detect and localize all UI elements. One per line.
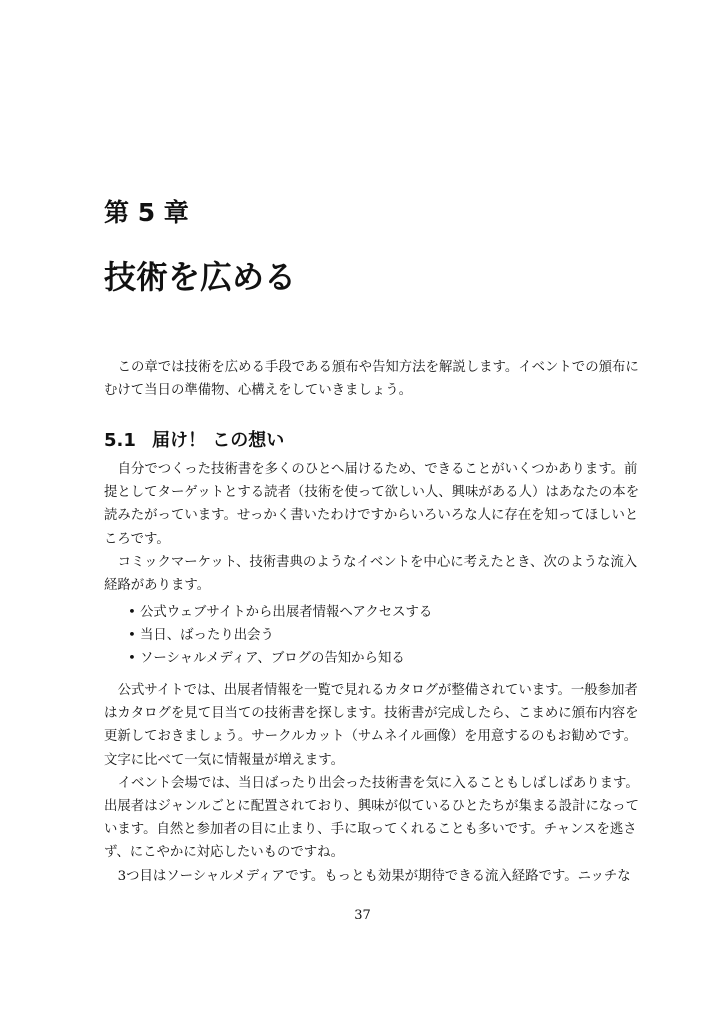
list-item (104, 601, 432, 624)
text-line: 文字に比べて一気に情報量が増えます。 (104, 752, 344, 768)
list-item-text: 当日、ばったり出会う (140, 628, 274, 644)
text-line: 出展者はジャンルごとに配置されており、興味が似ているひとたちが集まる設計になって (104, 798, 640, 814)
chapter-title: 技術を広める (104, 258, 297, 296)
list-item-text: 公式ウェブサイトから出展者情報へアクセスする (140, 605, 433, 620)
text-line: 更新しておきましょう。サークルカット（サムネイル画像）を用意するのもお勧めです。 (104, 729, 638, 745)
text-line: イベント会場では、当日ばったり出会った技術書を気に入ることもしばしばあります。 (117, 775, 639, 791)
text-line: むけて当日の準備物、心構えをしていきましょう。 (104, 383, 412, 399)
text-line: ころです。 (104, 531, 170, 547)
text-line: 提としてターゲットとする読者（技術を使って欲しい人、興味がある人）はあなたの本を (104, 485, 640, 501)
text-line: 経路があります。 (104, 577, 211, 593)
bullet-icon: • (128, 628, 136, 644)
text-line: います。自然と参加者の目に止まり、手に取ってくれることも多いです。チャンスを逃さ (104, 822, 637, 838)
paragraph-1 (104, 458, 640, 597)
list-item (104, 624, 432, 647)
intro-paragraph (104, 356, 639, 402)
text-line: 公式サイトでは、出展者情報を一覧で見れるカタログが整備されています。一般参加者 (117, 683, 638, 698)
text-line: この章では技術を広める手段である頒布や告知方法を解説します。イベントでの頒布に (117, 360, 639, 375)
section-heading (104, 426, 284, 452)
text-line: 自分でつくった技術書を多くのひとへ届けるため、できることがいくつかあります。前 (117, 462, 638, 477)
bullet-icon: • (128, 605, 136, 620)
section-number: 5.1 (104, 430, 136, 451)
text-line: 読みたがっています。せっかく書いたわけですからいろいろな人に存在を知ってほしいと (104, 508, 639, 524)
text-line: はカタログを見て目当ての技術書を探します。技術書が完成したら、こまめに頒布内容を (104, 706, 639, 722)
text-line: ず、にこやかに対応したいものですね。 (104, 845, 344, 861)
chapter-label: 第 5 章 (104, 198, 189, 227)
bullet-list (104, 601, 432, 671)
text-line: 3つ目はソーシャルメディアです。もっとも効果が期待できる流入経路です。ニッチな (117, 868, 631, 884)
text-line: コミックマーケット、技術書典のようなイベントを中心に考えたとき、次のような流入 (117, 554, 638, 570)
list-item (104, 647, 432, 670)
page-number: 37 (354, 908, 371, 923)
paragraph-2 (104, 679, 640, 888)
bullet-icon: • (128, 651, 136, 667)
list-item-text: ソーシャルメディア、ブログの告知から知る (140, 651, 405, 667)
section-title: 届け！ この想い (152, 430, 285, 451)
